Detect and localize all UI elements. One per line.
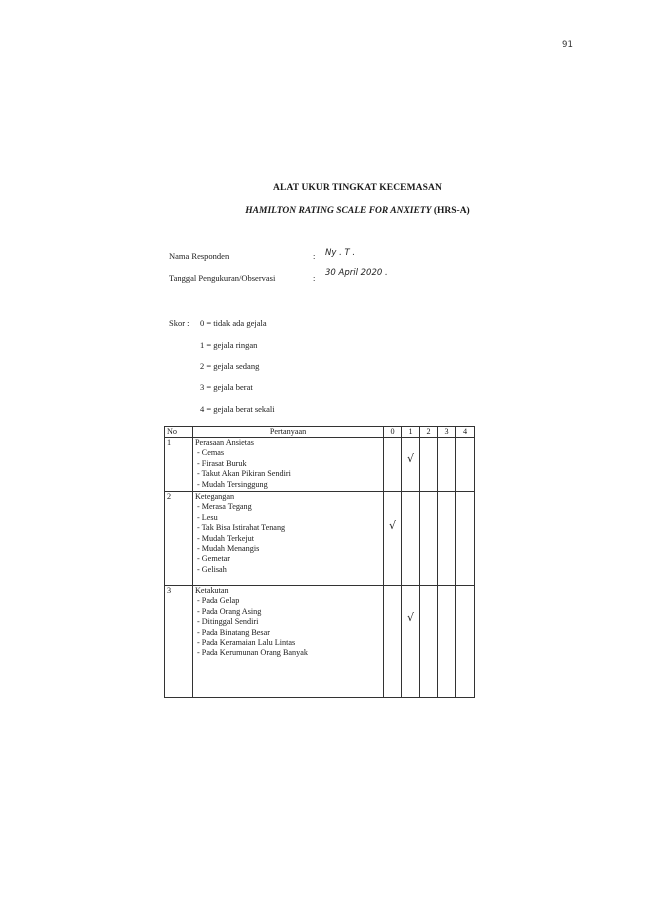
question-title: Ketakutan [195, 586, 229, 595]
score-cell [420, 586, 438, 698]
respondent-label: Nama Responden [169, 251, 230, 261]
question-item: - Gemetar [197, 554, 230, 564]
score-cell [438, 492, 456, 586]
date-value: 30 April 2020 . [325, 268, 388, 278]
question-item: - Firasat Buruk [197, 458, 247, 468]
question-cell [193, 438, 384, 492]
question-title: Perasaan Ansietas [195, 438, 254, 447]
check-mark: √ [406, 611, 414, 624]
question-item: - Lesu [197, 512, 218, 522]
anxiety-scale-table [164, 426, 475, 698]
row-number: 2 [165, 492, 193, 586]
document-title: ALAT UKUR TINGKAT KECEMASAN [273, 183, 442, 193]
question-item: - Gelisah [197, 564, 227, 574]
score-prefix: Skor : [169, 318, 190, 328]
table-row [165, 492, 475, 586]
question-item: - Cemas [197, 448, 225, 458]
question-item: - Merasa Tegang [197, 502, 252, 512]
score-cell [402, 438, 420, 492]
question-item: - Pada Orang Asing [197, 606, 262, 616]
question-item: - Tak Bisa Istirahat Tenang [197, 523, 286, 533]
table-row [165, 438, 475, 492]
date-label: Tanggal Pengukuran/Observasi [169, 273, 276, 283]
question-item: - Pada Binatang Besar [197, 627, 270, 637]
score-cell [384, 586, 402, 698]
subtitle-abbreviation: (HRS-A) [431, 206, 470, 216]
header-question: Pertanyaan [193, 427, 384, 438]
score-cell [384, 492, 402, 586]
header-score-4: 4 [456, 427, 475, 438]
question-cell [193, 492, 384, 586]
score-cell [456, 586, 475, 698]
score-cell [438, 586, 456, 698]
date-colon: : [313, 273, 316, 283]
score-cell [456, 492, 475, 586]
question-item: - Ditinggal Sendiri [197, 617, 259, 627]
check-mark: √ [388, 519, 396, 532]
row-number: 3 [165, 586, 193, 698]
table-header-row [165, 427, 475, 438]
score-level-3: 3 = gejala berat [200, 382, 253, 392]
respondent-value: Ny . T . [325, 248, 356, 258]
question-item: - Pada Gelap [197, 596, 240, 606]
header-no: No [165, 427, 193, 438]
score-cell [438, 438, 456, 492]
score-cell [402, 492, 420, 586]
score-cell [420, 492, 438, 586]
question-item: - Mudah Terkejut [197, 533, 255, 543]
check-mark: √ [406, 452, 414, 465]
document-subtitle [0, 206, 650, 216]
question-item: - Pada Keramaian Lalu Lintas [197, 638, 296, 648]
score-cell [384, 438, 402, 492]
score-level-1: 1 = gejala ringan [200, 340, 258, 350]
score-cell [402, 586, 420, 698]
score-cell [456, 438, 475, 492]
question-item: - Takut Akan Pikiran Sendiri [197, 469, 291, 479]
respondent-colon: : [313, 251, 316, 261]
header-score-2: 2 [420, 427, 438, 438]
page-number: 91 [562, 40, 573, 50]
header-score-0: 0 [384, 427, 402, 438]
question-item: - Mudah Menangis [197, 544, 260, 554]
question-item: - Pada Kerumunan Orang Banyak [197, 648, 308, 658]
score-cell [420, 438, 438, 492]
question-item: - Mudah Tersinggung [197, 479, 268, 489]
question-cell [193, 586, 384, 698]
score-level-4: 4 = gejala berat sekali [200, 404, 275, 414]
row-number: 1 [165, 438, 193, 492]
score-level-0: 0 = tidak ada gejala [200, 318, 267, 328]
header-score-3: 3 [438, 427, 456, 438]
header-score-1: 1 [402, 427, 420, 438]
score-level-2: 2 = gejala sedang [200, 361, 260, 371]
subtitle-scale-name: HAMILTON RATING SCALE FOR ANXIETY [245, 206, 432, 216]
question-title: Ketegangan [195, 492, 235, 501]
table-row [165, 586, 475, 698]
